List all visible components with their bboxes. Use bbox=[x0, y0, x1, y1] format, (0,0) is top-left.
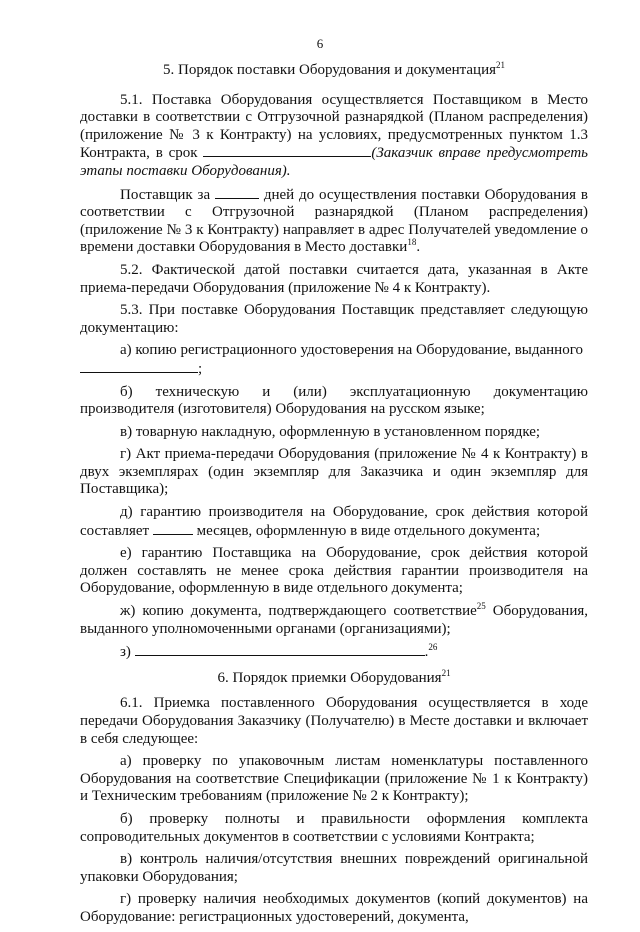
blank-field bbox=[153, 522, 193, 535]
check-item-g: г) проверку наличия необходимых документов (копий документов) на Оборудование: регистрационных удостоверений, документа, bbox=[80, 891, 588, 925]
list-item-b: б) техническую и (или) эксплуатационную документацию производителя (изготовителя) Оборудования на русском языке; bbox=[80, 383, 588, 418]
list-item-zh bbox=[80, 603, 588, 638]
section-5-heading bbox=[80, 62, 588, 80]
section-5-title: 5. Порядок поставки Оборудования и документация bbox=[162, 62, 497, 78]
item-zh-text-start: ж) копию документа, подтверждающего соответствие bbox=[120, 603, 477, 620]
blank-field bbox=[80, 360, 198, 373]
notice-text-end: . bbox=[416, 239, 421, 256]
page-number: 6 bbox=[316, 36, 324, 51]
item-d-text-rest: месяцев, оформленную в виде отдельного документа; bbox=[196, 522, 541, 539]
list-item-g: г) Акт приема-передачи Оборудования (приложение № 4 к Контракту) в двух экземплярах (один экземпляр для Заказчика и один экземпляр для Поставщика); bbox=[80, 446, 588, 498]
clause-5-1-note: (Заказчик вправе предусмотреть этапы поставки Оборудования). bbox=[80, 145, 588, 179]
clause-5-1 bbox=[80, 92, 588, 181]
list-item-a bbox=[80, 342, 588, 378]
list-item-d bbox=[80, 504, 588, 540]
item-a-end: ; bbox=[198, 360, 203, 377]
check-item-v: в) контроль наличия/отсутствия внешних повреждений оригинальной упаковки Оборудования; bbox=[80, 851, 588, 885]
list-item-z bbox=[80, 643, 588, 662]
section-6-heading bbox=[80, 667, 588, 688]
check-item-b: б) проверку полноты и правильности оформления комплекта сопроводительных документов в соответствии с условиями Контракта; bbox=[80, 810, 588, 845]
list-item-v: в) товарную накладную, оформленную в установленном порядке; bbox=[120, 423, 541, 440]
document-body bbox=[80, 62, 588, 932]
check-item-a: а) проверку по упаковочным листам номенклатуры поставленного Оборудования на соответствие Спецификации (приложение № 1 к Контракту) и Техническим требованиям (приложение № 2 к Контракту); bbox=[80, 753, 588, 805]
item-d-text-start: д) гарантию производителя на Оборудование, срок действия которой составляет bbox=[80, 504, 588, 539]
notice-text-start: Поставщик за bbox=[120, 186, 211, 203]
footnote-ref: 26 bbox=[428, 642, 438, 653]
item-zh-text-rest: Оборудования, выданного уполномоченными органами (организациями); bbox=[80, 603, 588, 637]
clause-5-1-notice bbox=[80, 186, 588, 257]
item-z-end: . bbox=[424, 644, 429, 661]
item-a-text: а) копию регистрационного удостоверения на Оборудование, выданного bbox=[120, 342, 583, 359]
footnote-ref: 25 bbox=[476, 601, 486, 612]
clause-6-1: 6.1. Приемка поставленного Оборудования осуществляется в ходе передачи Оборудования Заказчику (Получателю) в Месте доставки и включает в себя следующее: bbox=[80, 695, 588, 747]
blank-field bbox=[203, 144, 371, 157]
list-item-e: е) гарантию Поставщика на Оборудование, срок действия которой должен составлять не менее срока действия гарантии производителя на Оборудование, оформленную в виде отдельного документа; bbox=[80, 545, 588, 597]
section-6-title: 6. Порядок приемки Оборудования bbox=[217, 669, 442, 686]
footnote-ref: 18 bbox=[407, 237, 417, 248]
blank-field bbox=[215, 186, 259, 199]
footnote-ref: 21 bbox=[496, 60, 506, 70]
notice-text-rest: дней до осуществления поставки Оборудования в соответствии с Отгрузочной разнарядкой (Планом распределения) (приложение № 3 к Контракту) направляет в адрес Получателей уведомление о времени доставки Оборудования в Место доставки bbox=[80, 186, 588, 256]
clause-5-1-text: 5.1. Поставка Оборудования осуществляется Поставщиком в Место доставки в соответствии с Отгрузочной разнарядкой (Планом распределения) (приложение № 3 к Контракту) на условиях, предусмотренных пунктом 1.3 Контракта, в срок bbox=[80, 91, 588, 162]
blank-field bbox=[135, 643, 425, 656]
item-z-label: з) bbox=[120, 644, 131, 661]
clause-5-2: 5.2. Фактической датой поставки считается дата, указанная в Акте приема-передачи Оборудования (приложение № 4 к Контракту). bbox=[80, 261, 588, 296]
clause-5-3: 5.3. При поставке Оборудования Поставщик представляет следующую документацию: bbox=[80, 302, 588, 336]
footnote-ref: 21 bbox=[441, 667, 451, 678]
